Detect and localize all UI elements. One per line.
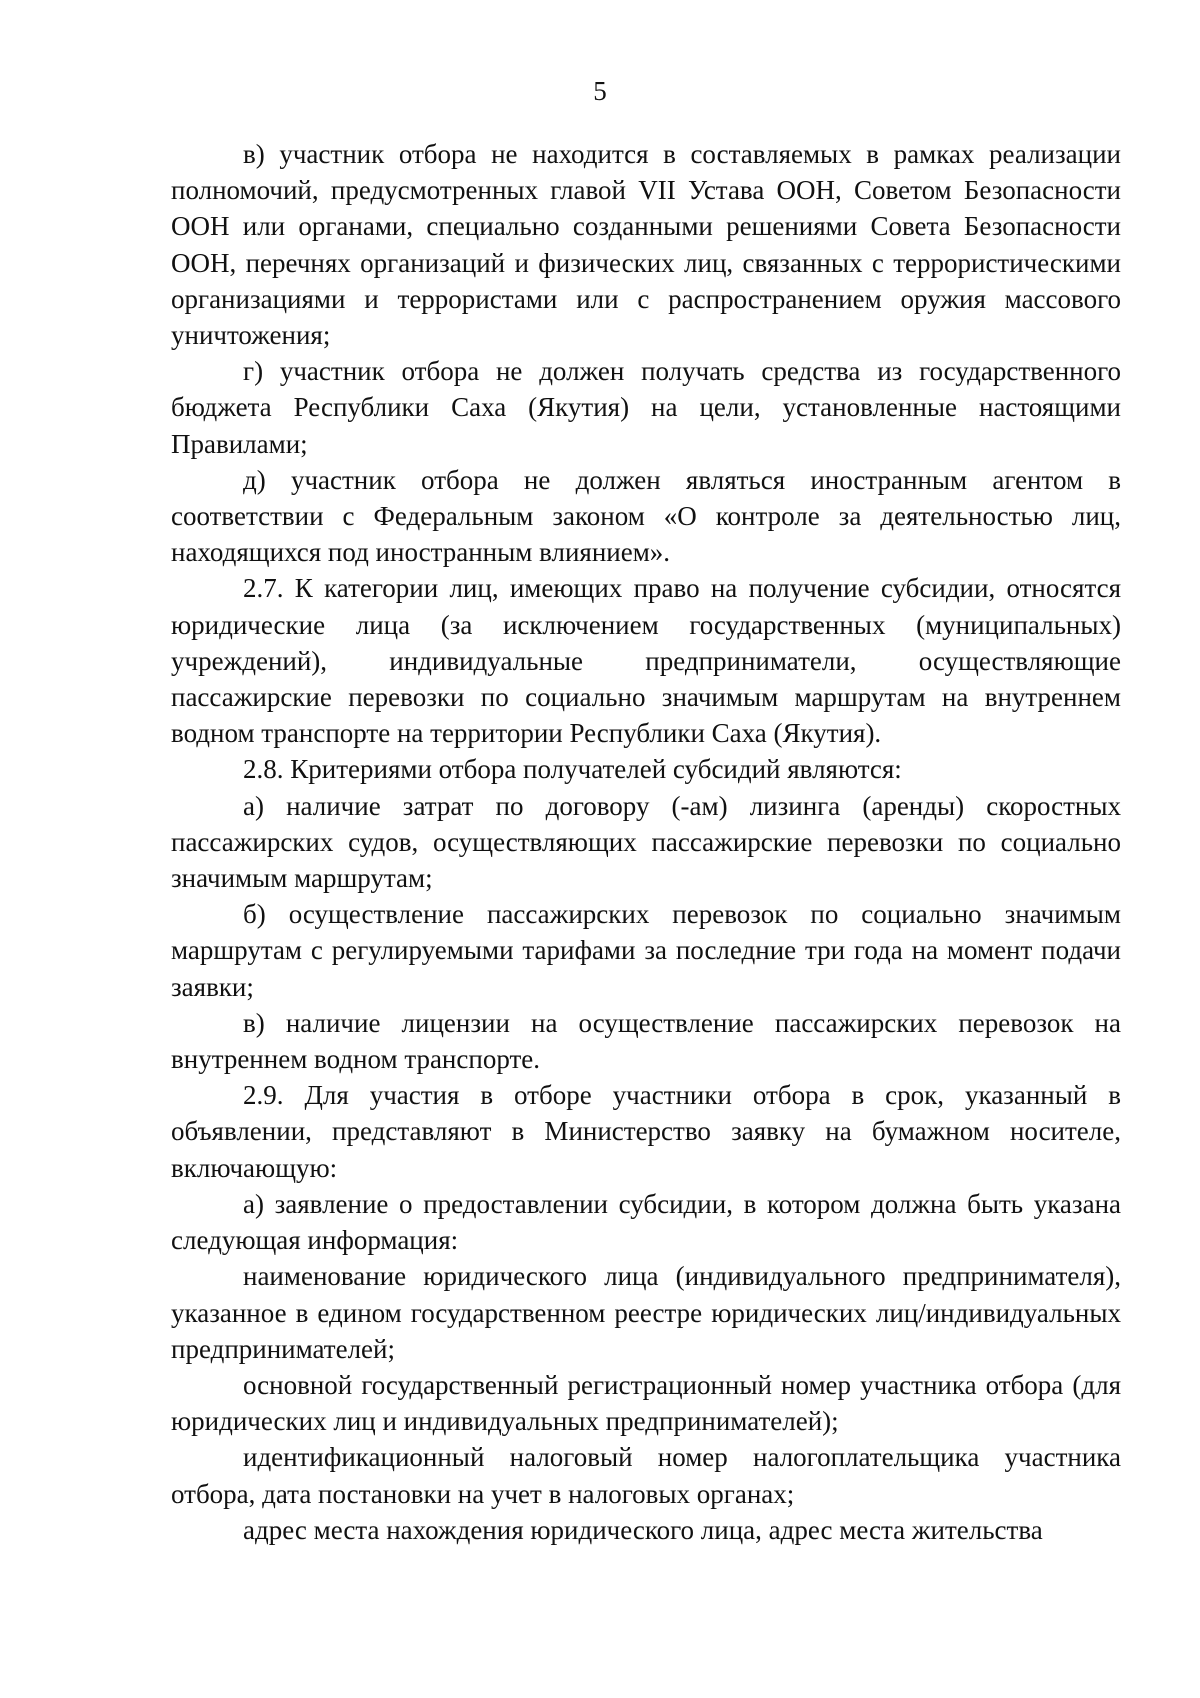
paragraph-clause-g-budget: г) участник отбора не должен получать средства из государственного бюджета Республики Саха (Якутия) на цели, установленные настоящими Правилами; (171, 356, 1121, 459)
paragraph-section-2-8: 2.8. Критериями отбора получателей субсидий являются: (243, 754, 902, 785)
paragraph-info-address: адрес места нахождения юридического лица, адрес места жительства (243, 1514, 1043, 1545)
paragraph-criterion-b: б) осуществление пассажирских перевозок по социально значимым маршрутам с регулируемыми тарифами за последние три года на момент подачи заявки; (171, 899, 1121, 1002)
paragraph-info-inn: идентификационный налоговый номер налогоплательщика участника отбора, дата постановки на учет в налоговых органах; (171, 1442, 1121, 1509)
paragraph-clause-d-foreign-agent: д) участник отбора не должен являться иностранным агентом в соответствии с Федеральным законом «О контроле за деятельностью лиц, находящихся под иностранным влиянием». (171, 464, 1121, 568)
paragraph-section-2-9: 2.9. Для участия в отборе участники отбора в срок, указанный в объявлении, представляют в Министерство заявку на бумажном носителе, включающую: (171, 1080, 1121, 1183)
paragraph-criterion-a: а) наличие затрат по договору (-ам) лизинга (аренды) скоростных пассажирских судов, осуществляющих пассажирские перевозки по социально значимым маршрутам; (171, 790, 1121, 894)
paragraph-info-ogrn: основной государственный регистрационный номер участника отбора (для юридических лиц и индивидуальных предпринимателей); (171, 1369, 1121, 1437)
paragraph-clause-v-un-lists: в) участник отбора не находится в составляемых в рамках реализации полномочий, предусмотренных главой VII Устава ООН, Советом Безопасности ООН или органами, специально созданными решениями Совета Безопасности ООН, перечнях организаций и физических лиц, связанных с террористическими организациями и террористами или с распространением оружия массового уничтожения; (171, 139, 1121, 351)
page-number: 5 (593, 76, 607, 106)
paragraph-application-a: а) заявление о предоставлении субсидии, в котором должна быть указана следующая информация: (171, 1188, 1121, 1256)
paragraph-info-name: наименование юридического лица (индивидуального предпринимателя), указанное в едином государственном реестре юридических лиц/индивидуальных предпринимателей; (171, 1261, 1121, 1364)
document-body (171, 136, 1121, 1548)
paragraph-criterion-v: в) наличие лицензии на осуществление пассажирских перевозок на внутреннем водном транспорте. (171, 1007, 1121, 1075)
paragraph-section-2-7: 2.7. К категории лиц, имеющих право на получение субсидии, относятся юридические лица (за исключением государственных (муниципальных) учреждений), индивидуальные предприниматели, осуществляющие пассажирские перевозки по социально значимым маршрутам на внутреннем водном транспорте на территории Республики Саха (Якутия). (171, 573, 1121, 749)
